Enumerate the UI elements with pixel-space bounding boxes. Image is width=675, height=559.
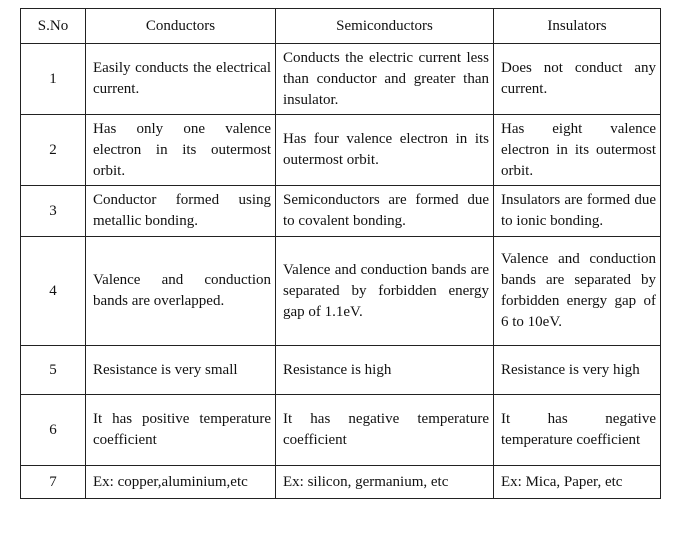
cell-conductors: Easily conducts the electrical current. — [86, 44, 276, 115]
cell-sno: 5 — [21, 346, 86, 395]
cell-semiconductors: It has negative temperature coefficient — [276, 395, 494, 466]
cell-semiconductors: Conducts the electric current less than conductor and greater than insulator. — [276, 44, 494, 115]
cell-sno: 2 — [21, 115, 86, 186]
cell-insulators: Does not conduct any current. — [494, 44, 661, 115]
table-row — [21, 346, 661, 395]
cell-sno: 6 — [21, 395, 86, 466]
cell-sno: 4 — [21, 237, 86, 346]
cell-semiconductors: Valence and conduction bands are separated by forbidden energy gap of 1.1eV. — [276, 237, 494, 346]
cell-insulators: Has eight valence electron in its outermost orbit. — [494, 115, 661, 186]
cell-insulators: Valence and conduction bands are separated by forbidden energy gap of 6 to 10eV. — [494, 237, 661, 346]
header-semiconductors: Semiconductors — [276, 9, 494, 44]
table-row — [21, 186, 661, 237]
cell-sno: 1 — [21, 44, 86, 115]
header-insulators: Insulators — [494, 9, 661, 44]
table-row — [21, 466, 661, 499]
cell-conductors: Conductor formed using metallic bonding. — [86, 186, 276, 237]
cell-semiconductors: Semiconductors are formed due to covalent bonding. — [276, 186, 494, 237]
cell-conductors: Has only one valence electron in its outermost orbit. — [86, 115, 276, 186]
header-row — [21, 9, 661, 44]
comparison-table — [20, 8, 661, 499]
table-row — [21, 395, 661, 466]
cell-semiconductors: Has four valence electron in its outermost orbit. — [276, 115, 494, 186]
cell-conductors: Ex: copper,aluminium,etc — [86, 466, 276, 499]
cell-insulators: It has negative temperature coefficient — [494, 395, 661, 466]
cell-semiconductors: Ex: silicon, germanium, etc — [276, 466, 494, 499]
table-row — [21, 115, 661, 186]
cell-conductors: Resistance is very small — [86, 346, 276, 395]
cell-conductors: Valence and conduction bands are overlapped. — [86, 237, 276, 346]
cell-insulators: Insulators are formed due to ionic bonding. — [494, 186, 661, 237]
table-row — [21, 237, 661, 346]
cell-sno: 3 — [21, 186, 86, 237]
cell-conductors: It has positive temperature coefficient — [86, 395, 276, 466]
table-row — [21, 44, 661, 115]
header-sno: S.No — [21, 9, 86, 44]
cell-insulators: Ex: Mica, Paper, etc — [494, 466, 661, 499]
header-conductors: Conductors — [86, 9, 276, 44]
cell-sno: 7 — [21, 466, 86, 499]
cell-semiconductors: Resistance is high — [276, 346, 494, 395]
cell-insulators: Resistance is very high — [494, 346, 661, 395]
